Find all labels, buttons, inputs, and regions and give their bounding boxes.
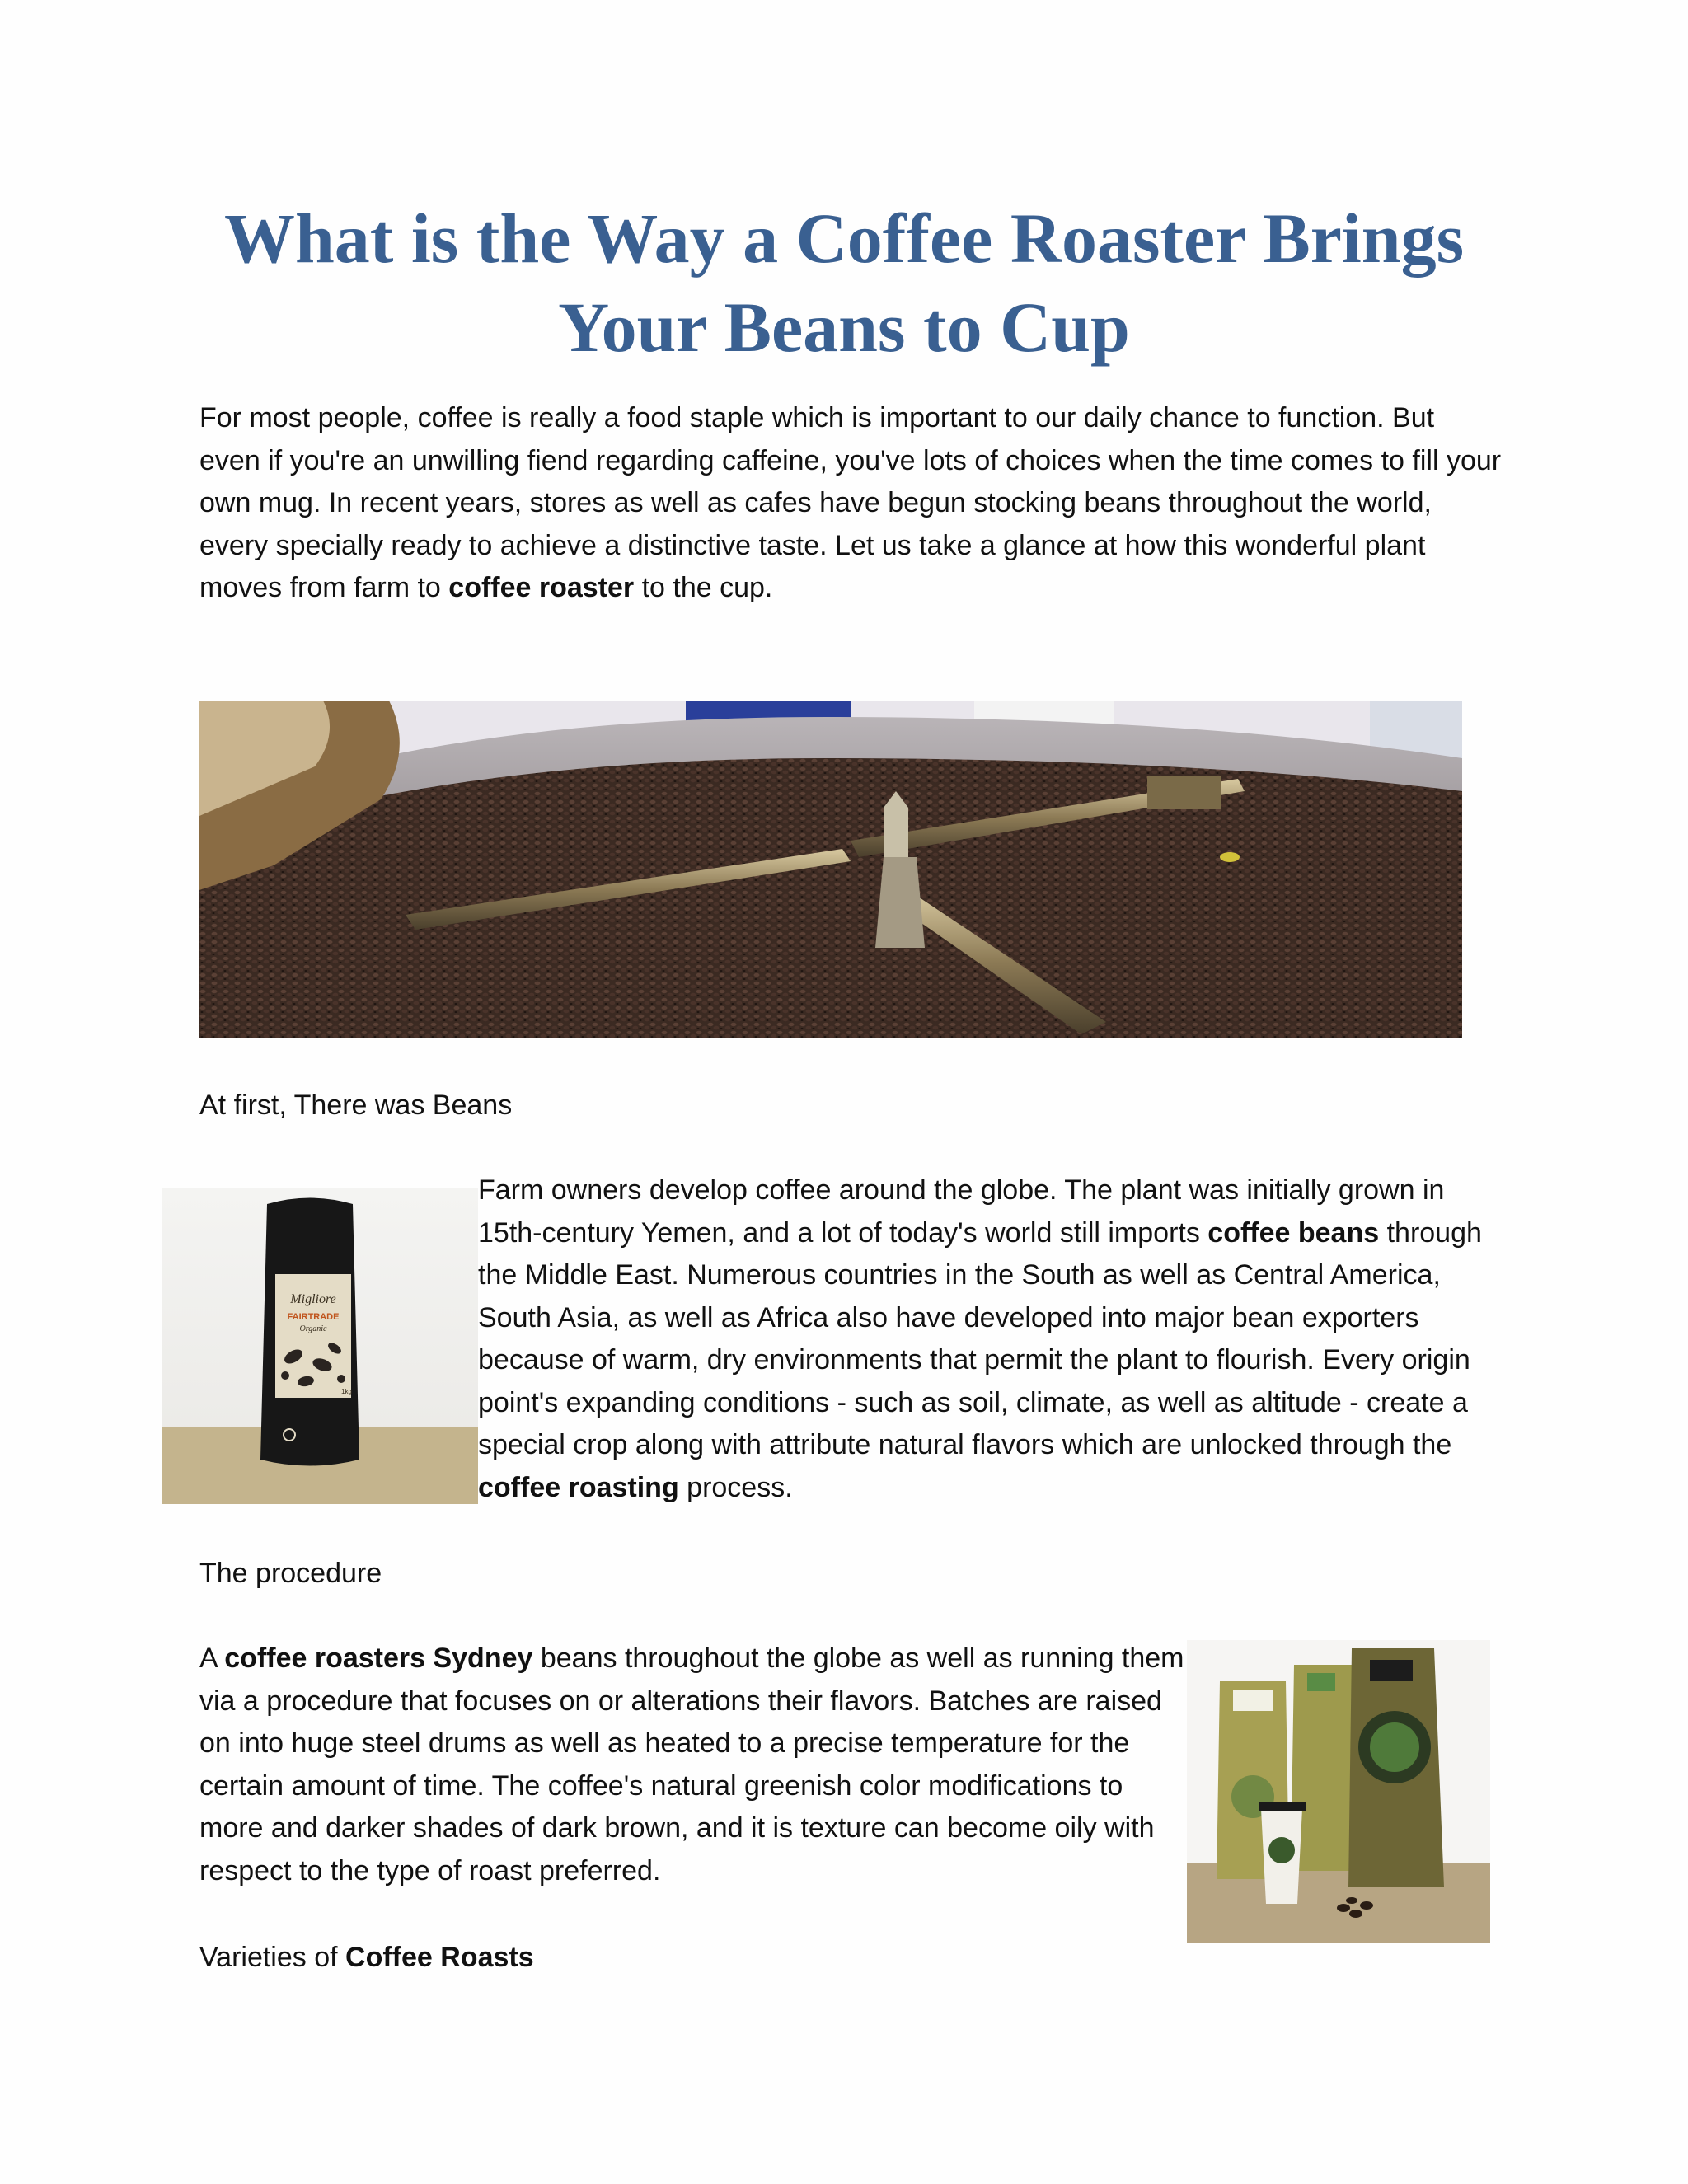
intro-bold-keyword: coffee roaster (448, 572, 635, 603)
varieties-heading-text: Varieties of (199, 1942, 346, 1973)
section1-text-b: through the Middle East. Numerous countries in the South as well as Central America, South Asia, as well as Africa also have developed into major bean exporters because of warm, dry environments that permit the plant to flourish. Every origin point's expanding conditions - such as soil, climate, as well as altitude - create a special crop along with attribute natural flavors which are unlocked through the (478, 1216, 1482, 1460)
intro-text-end: to the cup. (634, 572, 773, 603)
section2-text-b: beans throughout the globe as well as running them via a procedure that focuses on or alterations their flavors. Batches are raised on into huge steel drums as well as heated to a precise temperature for the certain amount of time. The coffee's natural greenish color modifications to more and darker shades of dark brown, and it is texture can become oily with respect to the type of roast preferred. (199, 1643, 1184, 1886)
coffee-products-photo (1187, 1640, 1490, 1943)
section1-paragraph (478, 1169, 1500, 1509)
section1-text-c: process. (678, 1471, 793, 1503)
section2-bold-roasters-sydney: coffee roasters Sydney (224, 1643, 533, 1674)
section-heading-procedure: The procedure (199, 1558, 382, 1589)
section-heading-first-beans: At first, There was Beans (199, 1090, 513, 1121)
varieties-heading-bold: Coffee Roasts (345, 1942, 534, 1973)
section1-text-a: Farm owners develop coffee around the globe. The plant was initially grown in 15th-century Yemen, and a lot of today's world still imports (478, 1174, 1445, 1249)
section-heading-varieties (199, 1937, 941, 1980)
intro-text: For most people, coffee is really a food staple which is important to our daily chance to function. But even if you're an unwilling fiend regarding caffeine, you've lots of choices when the time comes to fill your own mug. In recent years, stores as well as cafes have begun stocking beans throughout the world, every specially ready to achieve a distinctive taste. Let us take a glance at how this wonderful plant moves from farm to (199, 402, 1502, 603)
coffee-roaster-photo (199, 701, 1462, 1038)
intro-paragraph (199, 397, 1502, 610)
section1-bold-coffee-beans: coffee beans (1207, 1216, 1380, 1249)
section2-paragraph (199, 1638, 1189, 1892)
section2-text-a: A (199, 1643, 225, 1674)
bag-label-text: FAIRTRADE (287, 1312, 340, 1322)
bag-sub-text: Organic (299, 1324, 327, 1333)
page-title: What is the Way a Coffee Roaster Brings Your Beans to Cup (223, 199, 1465, 367)
coffee-bag-photo (162, 1188, 478, 1504)
section1-bold-coffee-roasting: coffee roasting (478, 1471, 679, 1503)
bag-weight-text: 1kg (341, 1388, 352, 1395)
bag-brand-text: Migliore (290, 1292, 336, 1306)
